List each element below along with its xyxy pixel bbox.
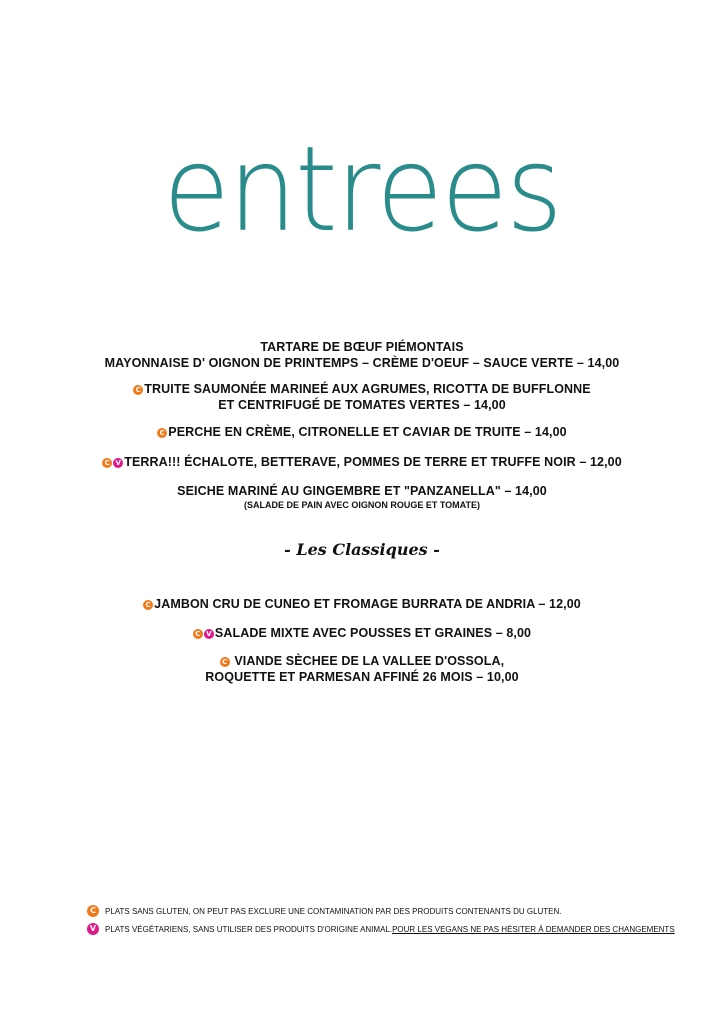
legend-row-vegetarian bbox=[87, 920, 687, 938]
legend-vegetarian-text: PLATS VÉGÉTARIENS, SANS UTILISER DES PRODUITS D'ORIGINE ANIMAL. bbox=[105, 924, 393, 934]
gluten-free-icon: C bbox=[143, 600, 153, 610]
legend-vegan-note: POUR LES VEGANS NE PAS HÉSITER À DEMANDER DES CHANGEMENTS bbox=[392, 924, 675, 934]
gluten-free-icon: C bbox=[193, 629, 203, 639]
gluten-free-icon: C bbox=[102, 458, 112, 468]
menu-item bbox=[0, 424, 724, 440]
vegetarian-icon: V bbox=[204, 629, 214, 639]
menu-item bbox=[0, 454, 724, 470]
menu-item bbox=[0, 653, 724, 685]
menu-item-detail: MAYONNAISE D' OIGNON DE PRINTEMPS – CRÈME D'OEUF – SAUCE VERTE – 14,00 bbox=[104, 356, 620, 370]
legend-row-gluten-free bbox=[87, 902, 687, 920]
menu-item-name: TRUITE SAUMONÉE MARINEÉ AUX AGRUMES, RICOTTA DE BUFFLONNE bbox=[144, 382, 591, 396]
gluten-free-icon: C bbox=[87, 905, 99, 917]
menu-item-name: TARTARE DE BŒUF PIÉMONTAIS bbox=[260, 340, 464, 354]
section-title: - Les Classiques - bbox=[284, 540, 440, 559]
gluten-free-icon: C bbox=[133, 385, 143, 395]
vegetarian-icon: V bbox=[113, 458, 123, 468]
menu-item bbox=[0, 625, 724, 641]
menu-item bbox=[0, 596, 724, 612]
legend-gluten-free-text: PLATS SANS GLUTEN, ON PEUT PAS EXCLURE UNE CONTAMINATION PAR DES PRODUITS CONTENANTS DU GLUTEN. bbox=[105, 906, 562, 916]
legend bbox=[87, 902, 687, 938]
menu-item-name: VIANDE SÈCHEE DE LA VALLEE D'OSSOLA, bbox=[234, 654, 505, 668]
menu-item-name: TERRA!!! ÉCHALOTE, BETTERAVE, POMMES DE TERRE ET TRUFFE NOIR – 12,00 bbox=[124, 455, 622, 469]
gluten-free-icon: C bbox=[157, 428, 167, 438]
menu-item-name: SALADE MIXTE AVEC POUSSES ET GRAINES – 8,00 bbox=[214, 626, 532, 640]
menu-item-name: PERCHE EN CRÈME, CITRONELLE ET CAVIAR DE TRUITE – 14,00 bbox=[168, 425, 567, 439]
menu-item-detail: ET CENTRIFUGÉ DE TOMATES VERTES – 14,00 bbox=[218, 398, 506, 412]
menu-item-name: JAMBON CRU DE CUNEO ET FROMAGE BURRATA DE ANDRIA – 12,00 bbox=[154, 597, 581, 611]
page-title: entrees bbox=[163, 120, 561, 258]
gluten-free-icon: C bbox=[220, 657, 230, 667]
menu-item bbox=[0, 381, 724, 413]
menu-item bbox=[0, 339, 724, 371]
menu-item bbox=[0, 483, 724, 511]
menu-item-name: SEICHE MARINÉ AU GINGEMBRE ET "PANZANELLA" – 14,00 bbox=[177, 484, 547, 498]
menu-item-note: (SALADE DE PAIN AVEC OIGNON ROUGE ET TOMATE) bbox=[243, 500, 480, 510]
menu-item-detail: ROQUETTE ET PARMESAN AFFINÉ 26 MOIS – 10,00 bbox=[205, 670, 519, 684]
vegetarian-icon: V bbox=[87, 923, 99, 935]
